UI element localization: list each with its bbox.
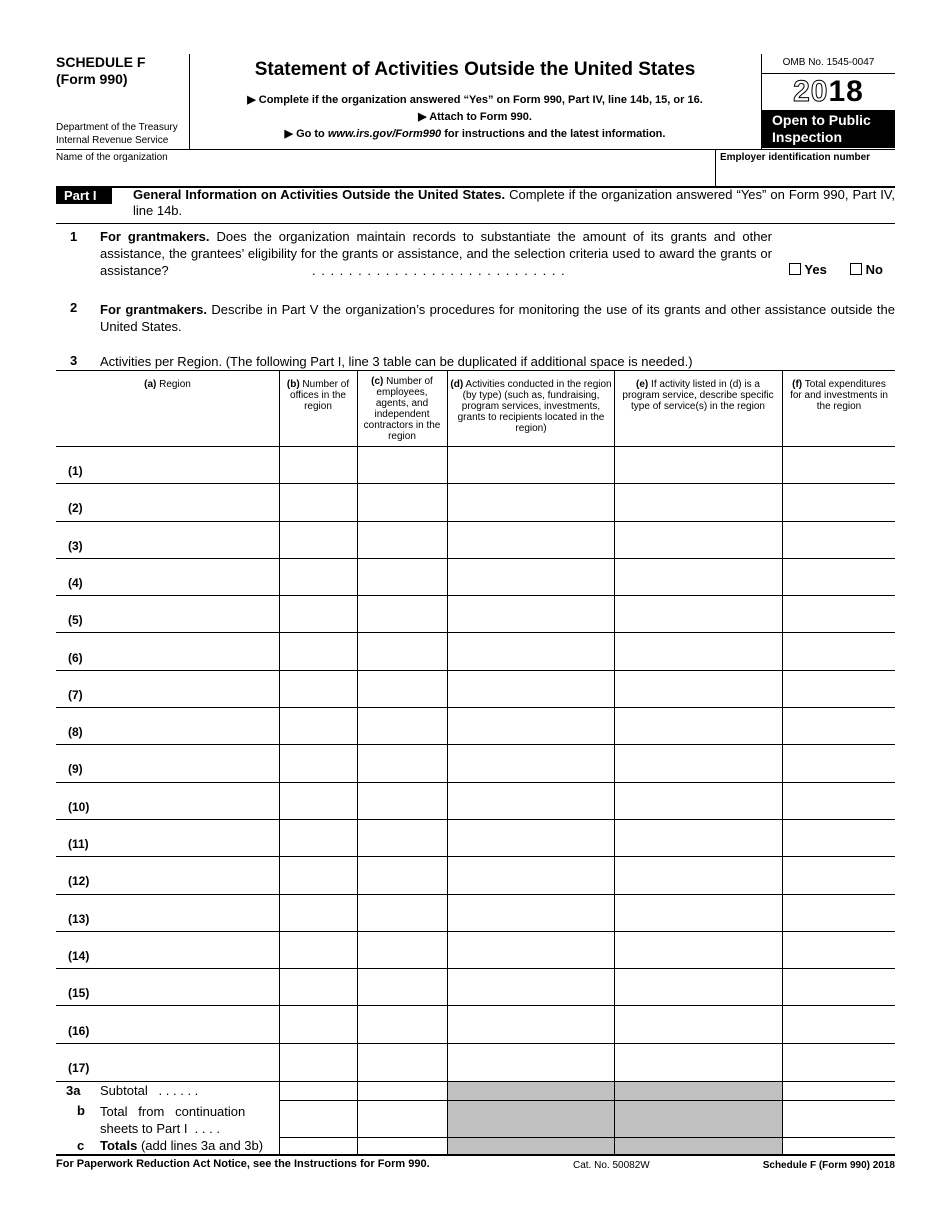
organization-name-label: Name of the organization xyxy=(56,152,168,163)
table-row xyxy=(56,1043,895,1080)
cell-region-input[interactable] xyxy=(98,933,277,966)
table-row xyxy=(56,446,895,483)
col-c-header xyxy=(362,376,442,442)
cell-expenditures-input[interactable] xyxy=(784,896,893,929)
table-row xyxy=(56,521,895,558)
tax-year xyxy=(762,75,895,109)
row-label: (4) xyxy=(68,575,83,590)
cell-expenditures-input[interactable] xyxy=(784,597,893,630)
cell-offices-input[interactable] xyxy=(281,933,355,966)
schedule-name: SCHEDULE F xyxy=(56,54,146,70)
cell-expenditures-input[interactable] xyxy=(784,784,893,817)
line3a-col-c-input[interactable] xyxy=(359,1083,445,1099)
cell-employees-input[interactable] xyxy=(359,1045,445,1078)
row-label: (6) xyxy=(68,650,83,665)
irs-text: Internal Revenue Service xyxy=(56,135,169,146)
cell-activities-input[interactable] xyxy=(449,821,612,854)
row-label: (14) xyxy=(68,948,90,963)
cell-offices-input[interactable] xyxy=(281,970,355,1003)
col-line-f xyxy=(782,370,783,1154)
line3a-dots: . . . . . . xyxy=(158,1083,199,1098)
catalog-number: Cat. No. 50082W xyxy=(573,1160,650,1171)
cell-service-input[interactable] xyxy=(616,672,780,705)
cell-expenditures-input[interactable] xyxy=(784,1008,893,1041)
form-title: Statement of Activities Outside the United States xyxy=(254,59,696,80)
part1-title-rule xyxy=(56,223,895,224)
table-row xyxy=(56,968,895,1005)
cell-employees-input[interactable] xyxy=(359,784,445,817)
line3b-text-1: Total from continuation xyxy=(100,1104,246,1119)
cell-expenditures-input[interactable] xyxy=(784,635,893,668)
open-to-public-badge xyxy=(762,110,895,148)
row-label: (5) xyxy=(68,613,83,628)
table-row xyxy=(56,744,895,781)
cell-service-input[interactable] xyxy=(616,560,780,593)
line3-text: Activities per Region. (The following Part I, line 3 table can be duplicated if additional space is needed.) xyxy=(100,354,693,369)
cell-region-input[interactable] xyxy=(98,858,277,891)
table-row xyxy=(56,894,895,931)
col-b-header xyxy=(283,379,353,412)
line1-body: Does the organization maintain records to substantiate the amount of its grants and other assistance, the grantees’ eligibility for the grants or assistance, and the selection criteria used to award the grants or assistance? xyxy=(100,229,772,278)
cell-activities-input[interactable] xyxy=(449,1045,612,1078)
table-row xyxy=(56,483,895,520)
line1-no-checkbox[interactable] xyxy=(850,263,862,275)
row-label: (7) xyxy=(68,687,83,702)
part1-title xyxy=(133,187,895,219)
shaded-cells-d-e xyxy=(448,1081,782,1154)
row-17-bottom-rule xyxy=(56,1081,895,1082)
col-line-d xyxy=(447,370,448,1154)
cell-offices-input[interactable] xyxy=(281,784,355,817)
table-row xyxy=(56,819,895,856)
line3a-col-f-input[interactable] xyxy=(784,1083,894,1099)
cell-offices-input[interactable] xyxy=(281,523,355,556)
irs-url-link[interactable]: www.irs.gov/Form990 xyxy=(327,128,442,140)
table-row xyxy=(56,782,895,819)
row-label: (17) xyxy=(68,1060,90,1075)
cell-region-input[interactable] xyxy=(98,709,277,742)
cell-expenditures-input[interactable] xyxy=(784,485,893,518)
line3b-text-2: sheets to Part I xyxy=(100,1121,188,1136)
line3c-col-f-input[interactable] xyxy=(784,1139,894,1153)
cell-region-input[interactable] xyxy=(98,1008,277,1041)
cell-expenditures-input[interactable] xyxy=(784,672,893,705)
cell-expenditures-input[interactable] xyxy=(784,821,893,854)
cell-employees-input[interactable] xyxy=(359,523,445,556)
cell-activities-input[interactable] xyxy=(449,933,612,966)
cell-expenditures-input[interactable] xyxy=(784,709,893,742)
tax-year-suffix: 18 xyxy=(828,75,864,108)
cell-region-input[interactable] xyxy=(98,970,277,1003)
cell-activities-input[interactable] xyxy=(449,858,612,891)
row-label: (1) xyxy=(68,464,83,478)
row-label: (15) xyxy=(68,986,90,1001)
line3c-label xyxy=(100,1138,263,1153)
row-label: (3) xyxy=(68,538,83,553)
table-row xyxy=(56,931,895,968)
row-label: (16) xyxy=(68,1023,90,1038)
cell-activities-input[interactable] xyxy=(449,746,612,779)
cell-employees-input[interactable] xyxy=(359,970,445,1003)
row-label: (2) xyxy=(68,501,83,516)
cell-offices-input[interactable] xyxy=(281,709,355,742)
table-row xyxy=(56,595,895,632)
cell-employees-input[interactable] xyxy=(359,709,445,742)
col-e-letter: (e) xyxy=(636,379,649,390)
row-label: (12) xyxy=(68,874,90,889)
line3b-rule xyxy=(279,1137,895,1138)
cell-offices-input[interactable] xyxy=(281,635,355,668)
col-e-header xyxy=(622,379,774,412)
row-label: (13) xyxy=(68,911,90,926)
cell-region-input[interactable] xyxy=(98,896,277,929)
cell-region-input[interactable] xyxy=(98,560,277,593)
cell-service-input[interactable] xyxy=(616,448,780,481)
line3a-col-b-input[interactable] xyxy=(281,1083,355,1099)
tax-year-prefix: 20 xyxy=(793,75,829,108)
line3c-number: c xyxy=(77,1138,85,1153)
cell-region-input[interactable] xyxy=(98,746,277,779)
omb-divider xyxy=(762,73,895,74)
line3-number: 3 xyxy=(70,353,78,368)
cell-offices-input[interactable] xyxy=(281,746,355,779)
cell-employees-input[interactable] xyxy=(359,485,445,518)
cell-service-input[interactable] xyxy=(616,597,780,630)
cell-activities-input[interactable] xyxy=(449,448,612,481)
cell-employees-input[interactable] xyxy=(359,933,445,966)
line3b-dots: . . . . xyxy=(194,1121,220,1136)
line3a-text: Subtotal xyxy=(100,1083,148,1098)
instruction-line-3 xyxy=(190,127,760,141)
col-b-text: Number of offices in the region xyxy=(290,379,350,412)
cell-offices-input[interactable] xyxy=(281,858,355,891)
cell-activities-input[interactable] xyxy=(449,523,612,556)
cell-service-input[interactable] xyxy=(616,784,780,817)
col-f-letter: (f) xyxy=(792,379,803,390)
cell-expenditures-input[interactable] xyxy=(784,448,893,481)
cell-expenditures-input[interactable] xyxy=(784,858,893,891)
cell-employees-input[interactable] xyxy=(359,858,445,891)
col-c-text: Number of employees, agents, and independent contractors in the region xyxy=(363,376,441,442)
col-line-b xyxy=(279,370,280,1154)
cell-offices-input[interactable] xyxy=(281,448,355,481)
part1-label: Part I xyxy=(56,187,112,204)
cell-employees-input[interactable] xyxy=(359,597,445,630)
cell-activities-input[interactable] xyxy=(449,672,612,705)
cell-employees-input[interactable] xyxy=(359,560,445,593)
line1-leader-dots: . . . . . . . . . . . . . . . . . . . . . . . . . . . . xyxy=(312,263,566,278)
line3a-rule xyxy=(279,1100,895,1101)
cell-offices-input[interactable] xyxy=(281,560,355,593)
cell-region-input[interactable] xyxy=(98,672,277,705)
cell-service-input[interactable] xyxy=(616,821,780,854)
cell-service-input[interactable] xyxy=(616,970,780,1003)
cell-expenditures-input[interactable] xyxy=(784,933,893,966)
cell-region-input[interactable] xyxy=(98,485,277,518)
cell-service-input[interactable] xyxy=(616,933,780,966)
col-a-letter: (a) xyxy=(144,379,157,390)
cell-expenditures-input[interactable] xyxy=(784,970,893,1003)
instruction-3-suffix: for instructions and the latest information. xyxy=(441,128,666,140)
table-row xyxy=(56,856,895,893)
cell-activities-input[interactable] xyxy=(449,896,612,929)
cell-service-input[interactable] xyxy=(616,858,780,891)
cell-activities-input[interactable] xyxy=(449,709,612,742)
part1-title-rest: Complete if the organization answered “Yes” on Form 990, Part IV, line 14b. xyxy=(133,187,896,218)
col-a-header xyxy=(56,379,279,390)
col-a-text: Region xyxy=(156,379,191,390)
cell-service-input[interactable] xyxy=(616,709,780,742)
table-row xyxy=(56,707,895,744)
row-label: (10) xyxy=(68,799,90,814)
cell-offices-input[interactable] xyxy=(281,1008,355,1041)
cell-activities-input[interactable] xyxy=(449,597,612,630)
cell-employees-input[interactable] xyxy=(359,672,445,705)
cell-offices-input[interactable] xyxy=(281,672,355,705)
cell-expenditures-input[interactable] xyxy=(784,560,893,593)
line1-yes-label: Yes xyxy=(804,262,827,277)
cell-service-input[interactable] xyxy=(616,896,780,929)
row-label: (9) xyxy=(68,762,83,777)
table-row xyxy=(56,670,895,707)
line3a-number: 3a xyxy=(66,1083,81,1098)
line1-yes-checkbox[interactable] xyxy=(789,263,801,275)
cell-employees-input[interactable] xyxy=(359,821,445,854)
cell-employees-input[interactable] xyxy=(359,1008,445,1041)
cell-service-input[interactable] xyxy=(616,635,780,668)
cell-activities-input[interactable] xyxy=(449,970,612,1003)
cell-expenditures-input[interactable] xyxy=(784,523,893,556)
cell-region-input[interactable] xyxy=(98,448,277,481)
cell-region-input[interactable] xyxy=(98,523,277,556)
cell-region-input[interactable] xyxy=(98,784,277,817)
line3c-bold: Totals xyxy=(100,1138,138,1153)
line1-number: 1 xyxy=(70,229,78,244)
col-d-text: Activities conducted in the region (by type) (such as, fundraising, program services, investments, grants to recipients located in the region) xyxy=(457,379,612,434)
cell-region-input[interactable] xyxy=(98,1045,277,1078)
line1-yes-option[interactable] xyxy=(789,262,827,277)
header-bottom-rule xyxy=(56,149,895,150)
open-to-public-line-1: Open to Public xyxy=(772,112,871,128)
col-d-header xyxy=(450,379,612,434)
cell-activities-input[interactable] xyxy=(449,635,612,668)
cell-employees-input[interactable] xyxy=(359,896,445,929)
line3b-col-b-input[interactable] xyxy=(281,1102,355,1136)
department-label xyxy=(56,121,178,147)
ein-divider xyxy=(715,149,716,186)
cell-offices-input[interactable] xyxy=(281,1045,355,1078)
instruction-line-1: ▶ Complete if the organization answered “Yes” on Form 990, Part IV, line 14b, 15, or 16. xyxy=(247,94,703,106)
line1-no-label: No xyxy=(865,262,883,277)
row-label: (8) xyxy=(68,725,83,740)
table-row xyxy=(56,558,895,595)
schedule-label xyxy=(56,54,145,88)
line3b-col-c-input[interactable] xyxy=(359,1102,445,1136)
cell-offices-input[interactable] xyxy=(281,896,355,929)
instruction-3-prefix: ▶ Go to xyxy=(284,128,328,140)
line2-text xyxy=(100,301,895,335)
paperwork-notice: For Paperwork Reduction Act Notice, see the Instructions for Form 990. xyxy=(56,1158,430,1170)
omb-number: OMB No. 1545-0047 xyxy=(782,57,875,68)
col-b-letter: (b) xyxy=(286,379,300,390)
cell-activities-input[interactable] xyxy=(449,485,612,518)
line1-no-option[interactable] xyxy=(850,262,883,277)
line2-number: 2 xyxy=(70,300,78,315)
ein-field[interactable] xyxy=(720,165,892,185)
cell-activities-input[interactable] xyxy=(449,1008,612,1041)
cell-service-input[interactable] xyxy=(616,1008,780,1041)
col-e-text: If activity listed in (d) is a program service, describe specific type of service(s) in the region xyxy=(622,379,774,412)
instruction-line-2: ▶ Attach to Form 990. xyxy=(418,111,532,123)
open-to-public-line-2: Inspection xyxy=(772,129,843,145)
cell-region-input[interactable] xyxy=(98,597,277,630)
table-row xyxy=(56,633,895,670)
cell-activities-input[interactable] xyxy=(449,560,612,593)
department-text: Department of the Treasury xyxy=(56,122,178,133)
col-f-text: Total expenditures for and investments in the region xyxy=(790,379,888,412)
col-f-header xyxy=(790,379,888,412)
cell-service-input[interactable] xyxy=(616,485,780,518)
cell-expenditures-input[interactable] xyxy=(784,746,893,779)
cell-service-input[interactable] xyxy=(616,1045,780,1078)
col-d-letter: (d) xyxy=(450,379,464,390)
cell-offices-input[interactable] xyxy=(281,597,355,630)
line3c-col-b-input[interactable] xyxy=(281,1139,355,1153)
cell-activities-input[interactable] xyxy=(449,784,612,817)
cell-employees-input[interactable] xyxy=(359,448,445,481)
line3a-label xyxy=(100,1083,198,1098)
table-top-rule xyxy=(56,370,895,371)
cell-service-input[interactable] xyxy=(616,523,780,556)
ein-label: Employer identification number xyxy=(720,152,871,163)
part1-title-bold: General Information on Activities Outside the United States. xyxy=(133,187,506,202)
line3b-number: b xyxy=(77,1103,85,1118)
cell-employees-input[interactable] xyxy=(359,746,445,779)
cell-expenditures-input[interactable] xyxy=(784,1045,893,1078)
cell-region-input[interactable] xyxy=(98,635,277,668)
organization-name-field[interactable] xyxy=(58,165,713,185)
line3c-text: (add lines 3a and 3b) xyxy=(137,1138,264,1153)
line3c-col-c-input[interactable] xyxy=(359,1139,445,1153)
table-bottom-rule xyxy=(56,1154,895,1156)
col-c-letter: (c) xyxy=(371,376,384,387)
line3b-label xyxy=(100,1103,278,1137)
line1-bold: For grantmakers. xyxy=(100,229,210,244)
line2-body: Describe in Part V the organization’s procedures for monitoring the use of its grants and other assistance outside the United States. xyxy=(100,302,895,334)
col-line-c xyxy=(357,370,358,1154)
row-label: (11) xyxy=(68,837,89,851)
col-line-e xyxy=(614,370,615,1154)
cell-region-input[interactable] xyxy=(98,821,277,854)
cell-offices-input[interactable] xyxy=(281,485,355,518)
cell-employees-input[interactable] xyxy=(359,635,445,668)
cell-offices-input[interactable] xyxy=(281,821,355,854)
form-number: (Form 990) xyxy=(56,71,128,87)
form-identifier: Schedule F (Form 990) 2018 xyxy=(762,1160,895,1171)
table-row xyxy=(56,1006,895,1043)
line2-bold: For grantmakers. xyxy=(100,302,207,317)
cell-service-input[interactable] xyxy=(616,746,780,779)
line3b-col-f-input[interactable] xyxy=(784,1102,894,1136)
